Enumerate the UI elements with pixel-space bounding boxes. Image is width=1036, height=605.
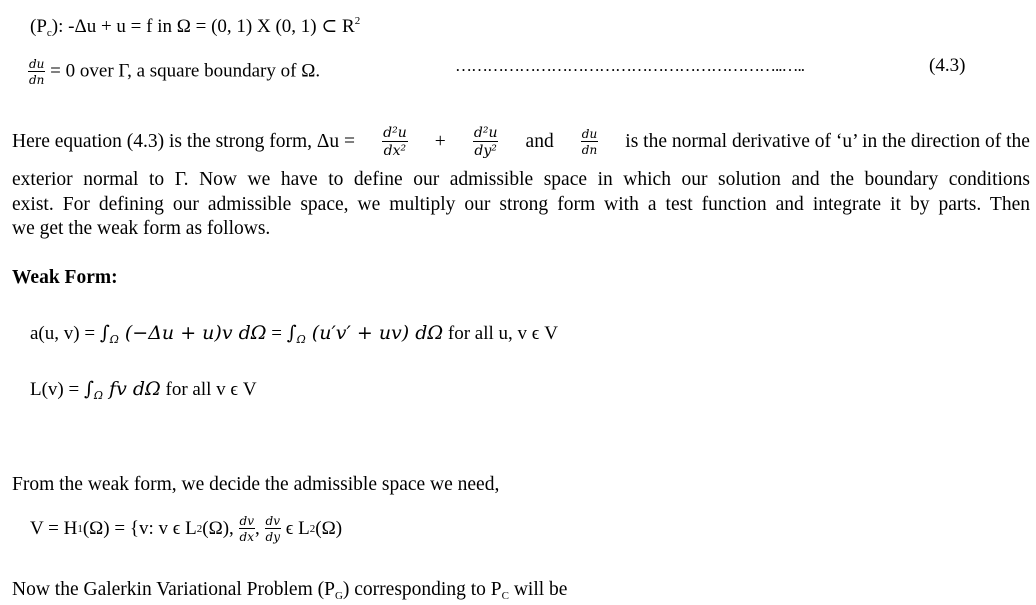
integral-domain-3: Ω bbox=[93, 389, 104, 402]
bilinear-integrand-1: (−Δu + u)v dΩ bbox=[118, 322, 267, 344]
linear-lhs: L(v) = bbox=[30, 379, 84, 400]
weak-form-heading: Weak Form: bbox=[12, 267, 118, 288]
space-end-2: (Ω) bbox=[315, 518, 343, 539]
problem-statement bbox=[30, 15, 360, 38]
galerkin-text-end: will be bbox=[508, 579, 568, 600]
bc-fraction bbox=[28, 58, 45, 86]
dv-dx-denominator: dx bbox=[239, 530, 254, 544]
plus-sign: + bbox=[434, 131, 446, 152]
fraction-comma: , bbox=[255, 518, 265, 539]
space-mid: (Ω) = {v: v ϵ L bbox=[82, 518, 197, 539]
laplacian-fraction-x-numerator: d²u bbox=[383, 125, 407, 141]
space-mid-2: (Ω), bbox=[202, 518, 239, 539]
problem-label: (P bbox=[30, 16, 47, 37]
dv-dy-numerator: dv bbox=[265, 514, 280, 528]
bilinear-equals: = bbox=[266, 323, 287, 344]
dv-dx-numerator: dv bbox=[239, 514, 255, 528]
bc-fraction-denominator: dn bbox=[29, 73, 45, 87]
problem-equation: -Δu + u = f in Ω = (0, 1) X (0, 1) ⊂ R bbox=[68, 16, 355, 37]
bilinear-form bbox=[30, 322, 558, 345]
paragraph-1-line-3: exist. For defining our admissible space, we multiply our strong form with a test function and integrate it by parts. Then bbox=[12, 193, 1030, 215]
problem-equation-superscript: 2 bbox=[354, 15, 361, 27]
laplacian-fraction-y bbox=[473, 126, 499, 158]
linear-quantifier: for all v ϵ V bbox=[160, 379, 257, 400]
paragraph-1-line-1-end: is the normal derivative of ‘u’ in the direction of the bbox=[625, 131, 1030, 152]
problem-label-close: ): bbox=[51, 16, 69, 37]
galerkin-sentence bbox=[12, 579, 567, 601]
laplacian-fraction-y-numerator: d²u bbox=[473, 125, 498, 141]
integral-sign-2: ∫ bbox=[286, 322, 297, 344]
boundary-condition bbox=[28, 58, 320, 86]
integral-sign-1: ∫ bbox=[99, 322, 110, 344]
bc-text: = 0 over Γ, a square boundary of Ω. bbox=[50, 60, 321, 82]
linear-form bbox=[30, 378, 257, 401]
paragraph-1-body bbox=[12, 168, 1030, 242]
paragraph-1-line-4: we get the weak form as follows. bbox=[12, 218, 271, 239]
bilinear-lhs: a(u, v) = bbox=[30, 323, 100, 344]
galerkin-text-mid: ) corresponding to P bbox=[342, 579, 502, 600]
problem-label-subscript: c bbox=[46, 27, 52, 39]
bilinear-quantifier: for all u, v ϵ V bbox=[443, 323, 558, 344]
normal-derivative-fraction bbox=[581, 128, 598, 156]
equation-dot-leader: ……………………………………………………..….. bbox=[455, 56, 804, 75]
space-lhs: V = H bbox=[30, 518, 78, 539]
equation-number: (4.3) bbox=[929, 55, 966, 76]
paragraph-1-line-1-start: Here equation (4.3) is the strong form, Δu = bbox=[12, 131, 356, 152]
paragraph-1-line-1 bbox=[12, 126, 1030, 158]
laplacian-fraction-x-denominator: dx² bbox=[383, 143, 407, 159]
integral-domain-2: Ω bbox=[296, 333, 306, 346]
normal-derivative-numerator: du bbox=[581, 127, 598, 141]
integral-sign-3: ∫ bbox=[83, 378, 94, 400]
galerkin-subscript-c: C bbox=[501, 590, 509, 602]
admissible-space-definition: V = H 1 (Ω) = {v: v ϵ L 2 (Ω), $\frac{dv}{dx}$ , $\frac{dv}{dy}$ ϵ L 2 (Ω) bbox=[30, 514, 343, 544]
laplacian-fraction-x bbox=[382, 126, 408, 158]
integral-domain-1: Ω bbox=[109, 333, 119, 346]
galerkin-subscript-g: G bbox=[334, 590, 343, 602]
and-word: and bbox=[525, 131, 554, 152]
linear-integrand: fv dΩ bbox=[103, 378, 161, 400]
galerkin-text-start: Now the Galerkin Variational Problem (P bbox=[12, 579, 335, 600]
normal-derivative-denominator: dn bbox=[581, 143, 598, 157]
dv-dx-fraction bbox=[239, 515, 255, 543]
bc-fraction-numerator: du bbox=[29, 57, 45, 71]
space-end: ϵ L bbox=[280, 518, 310, 539]
admissible-intro: From the weak form, we decide the admissible space we need, bbox=[12, 474, 500, 495]
laplacian-fraction-y-denominator: dy² bbox=[474, 143, 497, 159]
bilinear-integrand-2: (u′v′ + uv) dΩ bbox=[305, 322, 444, 344]
dv-dy-fraction bbox=[265, 515, 281, 543]
paragraph-1-line-2: exterior normal to Γ. Now we have to define our admissible space in which our solution and the boundary conditions bbox=[12, 169, 1030, 190]
dv-dy-denominator: dy bbox=[265, 530, 280, 544]
